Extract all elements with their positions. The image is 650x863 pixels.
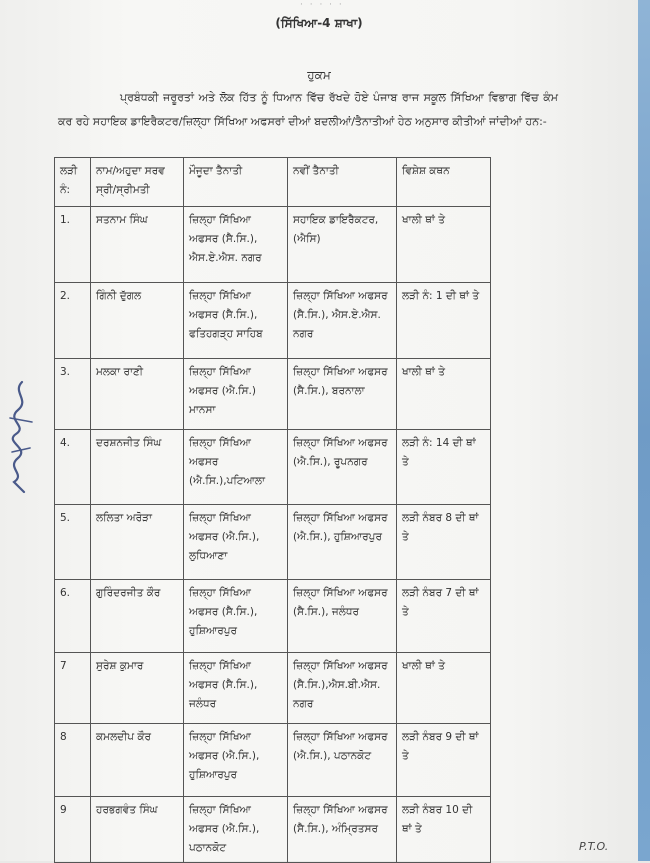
cell-new-posting: ਜ਼ਿਲ੍ਹਾ ਸਿੱਖਿਆ ਅਫਸਰ (ਐ.ਸਿ.), ਰੂਪਨਗਰ — [288, 430, 397, 505]
cell-name: ਕਮਲਦੀਪ ਕੌਰ — [91, 724, 184, 797]
table-row — [55, 724, 491, 797]
table-row — [55, 653, 491, 724]
cell-current-posting: ਜ਼ਿਲ੍ਹਾ ਸਿੱਖਿਆ ਅਫਸਰ (ਐ.ਸਿ.) ਮਾਨਸਾ — [184, 359, 288, 430]
cell-serial: 4. — [55, 430, 91, 505]
cell-new-posting: ਜ਼ਿਲ੍ਹਾ ਸਿੱਖਿਆ ਅਫਸਰ (ਐ.ਸਿ.), ਪਠਾਨਕੋਟ — [288, 724, 397, 797]
cell-serial: 8 — [55, 724, 91, 797]
cell-remarks: ਖਾਲੀ ਥਾਂ ਤੇ — [397, 359, 491, 430]
cell-new-posting: ਜ਼ਿਲ੍ਹਾ ਸਿੱਖਿਆ ਅਫਸਰ (ਸੈ.ਸਿ.), ਐਸ.ਏ.ਐਸ. ਨਗਰ — [288, 283, 397, 359]
cell-remarks: ਲੜੀ ਨੰਬਰ 8 ਦੀ ਥਾਂ ਤੇ — [397, 505, 491, 580]
table-row — [55, 430, 491, 505]
cell-current-posting: ਜ਼ਿਲ੍ਹਾ ਸਿੱਖਿਆ ਅਫਸਰ (ਐ.ਸਿ.),ਪਟਿਆਲਾ — [184, 430, 288, 505]
cell-name: ਦਰਸ਼ਨਜੀਤ ਸਿੰਘ — [91, 430, 184, 505]
header-serial: ਲੜੀ ਨੰ: — [55, 158, 91, 207]
cell-current-posting: ਜ਼ਿਲ੍ਹਾ ਸਿੱਖਿਆ ਅਫਸਰ (ਐ.ਸਿ.), ਲੁਧਿਆਣਾ — [184, 505, 288, 580]
table-row — [55, 283, 491, 359]
cell-serial: 6. — [55, 580, 91, 653]
cell-name: ਗਿੰਨੀ ਦੁੱਗਲ — [91, 283, 184, 359]
cell-remarks: ਲੜੀ ਨੰਬਰ 10 ਦੀ ਥਾਂ ਤੇ — [397, 797, 491, 863]
cell-name: ਗੁਰਿੰਦਰਜੀਤ ਕੌਰ — [91, 580, 184, 653]
cell-current-posting: ਜ਼ਿਲ੍ਹਾ ਸਿੱਖਿਆ ਅਫਸਰ (ਸੈ.ਸਿ.), ਐਸ.ਏ.ਐਸ. ਨਗਰ — [184, 207, 288, 283]
cell-remarks: ਲੜੀ ਨੰਬਰ 7 ਦੀ ਥਾਂ ਤੇ — [397, 580, 491, 653]
cell-current-posting: ਜ਼ਿਲ੍ਹਾ ਸਿੱਖਿਆ ਅਫਸਰ (ਸੈ.ਸਿ.), ਫਤਿਹਗੜ੍ਹ ਸਾਹਿਬ — [184, 283, 288, 359]
order-title: ਹੁਕਮ — [307, 68, 331, 82]
cell-name: ਮਲਕਾ ਰਾਣੀ — [91, 359, 184, 430]
cell-new-posting: ਜ਼ਿਲ੍ਹਾ ਸਿੱਖਿਆ ਅਫਸਰ (ਐ.ਸਿ.), ਹੁਸ਼ਿਆਰਪੁਰ — [288, 505, 397, 580]
header-name: ਨਾਮ/ਅਹੁਦਾ ਸਰਵ ਸ੍ਰੀ/ਸ੍ਰੀਮਤੀ — [91, 158, 184, 207]
cell-remarks: ਲੜੀ ਨੰ: 14 ਦੀ ਥਾਂ ਤੇ — [397, 430, 491, 505]
cell-serial: 3. — [55, 359, 91, 430]
cell-serial: 2. — [55, 283, 91, 359]
cell-new-posting: ਜ਼ਿਲ੍ਹਾ ਸਿੱਖਿਆ ਅਫਸਰ (ਸੈ.ਸਿ.), ਜਲੰਧਰ — [288, 580, 397, 653]
page-edge-strip — [638, 0, 650, 861]
cell-serial: 5. — [55, 505, 91, 580]
table-row — [55, 505, 491, 580]
cell-remarks: ਲੜੀ ਨੰਬਰ 9 ਦੀ ਥਾਂ ਤੇ — [397, 724, 491, 797]
branch-heading: (ਸਿੱਖਿਆ-4 ਸ਼ਾਖਾ) — [275, 16, 363, 30]
intro-paragraph: ਪ੍ਰਬੰਧਕੀ ਜਰੂਰਤਾਂ ਅਤੇ ਲੋਕ ਹਿੱਤ ਨੂੰ ਧਿਆਨ ਵਿੱਚ ਰੱਖਦੇ ਹੋਏ ਪੰਜਾਬ ਰਾਜ ਸਕੂਲ ਸਿੱਖਿਆ ਵਿਭਾਗ ਵਿੱਚ ਕੰਮ ਕਰ ਰਹੇ ਸਹਾਇਕ ਡਾਇਰੈਕਟਰ/ਜ਼ਿਲ੍ਹਾ ਸਿੱਖਿਆ ਅਫਸਰਾਂ ਦੀਆਂ ਬਦਲੀਆਂ/ਤੈਨਾਤੀਆਂ ਹੇਠ ਅਨੁਸਾਰ ਕੀਤੀਆਂ ਜਾਂਦੀਆਂ ਹਨ:- — [58, 91, 558, 128]
header-new-posting: ਨਵੀਂ ਤੈਨਾਤੀ — [288, 158, 397, 207]
cell-remarks: ਲੜੀ ਨੰ: 1 ਦੀ ਥਾਂ ਤੇ — [397, 283, 491, 359]
cell-current-posting: ਜ਼ਿਲ੍ਹਾ ਸਿੱਖਿਆ ਅਫਸਰ (ਸੈ.ਸਿ.), ਹੁਸ਼ਿਆਰਪੁਰ — [184, 580, 288, 653]
faded-top-mark: · · · · · — [300, 0, 344, 10]
cell-new-posting: ਜ਼ਿਲ੍ਹਾ ਸਿੱਖਿਆ ਅਫਸਰ (ਸੈ.ਸਿ.),ਐਸ.ਬੀ.ਐਸ. ਨਗਰ — [288, 653, 397, 724]
cell-name: ਸਤਨਾਮ ਸਿੰਘ — [91, 207, 184, 283]
cell-name: ਸੁਰੇਸ਼ ਕੁਮਾਰ — [91, 653, 184, 724]
cell-new-posting: ਸਹਾਇਕ ਡਾਇਰੈਕਟਰ, (ਐਸਿ) — [288, 207, 397, 283]
cell-new-posting: ਜ਼ਿਲ੍ਹਾ ਸਿੱਖਿਆ ਅਫਸਰ (ਸੈ.ਸਿ.), ਅੰਮ੍ਰਿਤਸਰ — [288, 797, 397, 863]
cell-new-posting: ਜ਼ਿਲ੍ਹਾ ਸਿੱਖਿਆ ਅਫਸਰ (ਸੈ.ਸਿ.), ਬਰਨਾਲਾ — [288, 359, 397, 430]
cell-current-posting: ਜ਼ਿਲ੍ਹਾ ਸਿੱਖਿਆ ਅਫਸਰ (ਐ.ਸਿ.), ਪਠਾਨਕੋਟ — [184, 797, 288, 863]
table-row — [55, 207, 491, 283]
cell-remarks: ਖਾਲੀ ਥਾਂ ਤੇ — [397, 207, 491, 283]
cell-current-posting: ਜ਼ਿਲ੍ਹਾ ਸਿੱਖਿਆ ਅਫਸਰ (ਐ.ਸਿ.), ਹੁਸ਼ਿਆਰਪੁਰ — [184, 724, 288, 797]
header-current-posting: ਮੌਜੂਦਾ ਤੈਨਾਤੀ — [184, 158, 288, 207]
table-header-row — [55, 158, 491, 207]
cell-serial: 1. — [55, 207, 91, 283]
header-remarks: ਵਿਸ਼ੇਸ਼ ਕਥਨ — [397, 158, 491, 207]
postings-table — [54, 157, 491, 863]
table-row — [55, 359, 491, 430]
cell-serial: 7 — [55, 653, 91, 724]
cell-serial: 9 — [55, 797, 91, 863]
cell-name: ਲਲਿਤਾ ਅਰੋੜਾ — [91, 505, 184, 580]
pto-note: P.T.O. — [579, 840, 609, 853]
cell-name: ਹਰਭਗਵੰਤ ਸਿੰਘ — [91, 797, 184, 863]
margin-signature — [4, 378, 38, 496]
table-row — [55, 797, 491, 863]
cell-current-posting: ਜ਼ਿਲ੍ਹਾ ਸਿੱਖਿਆ ਅਫਸਰ (ਸੈ.ਸਿ.), ਜਲੰਧਰ — [184, 653, 288, 724]
table-row — [55, 580, 491, 653]
cell-remarks: ਖਾਲੀ ਥਾਂ ਤੇ — [397, 653, 491, 724]
